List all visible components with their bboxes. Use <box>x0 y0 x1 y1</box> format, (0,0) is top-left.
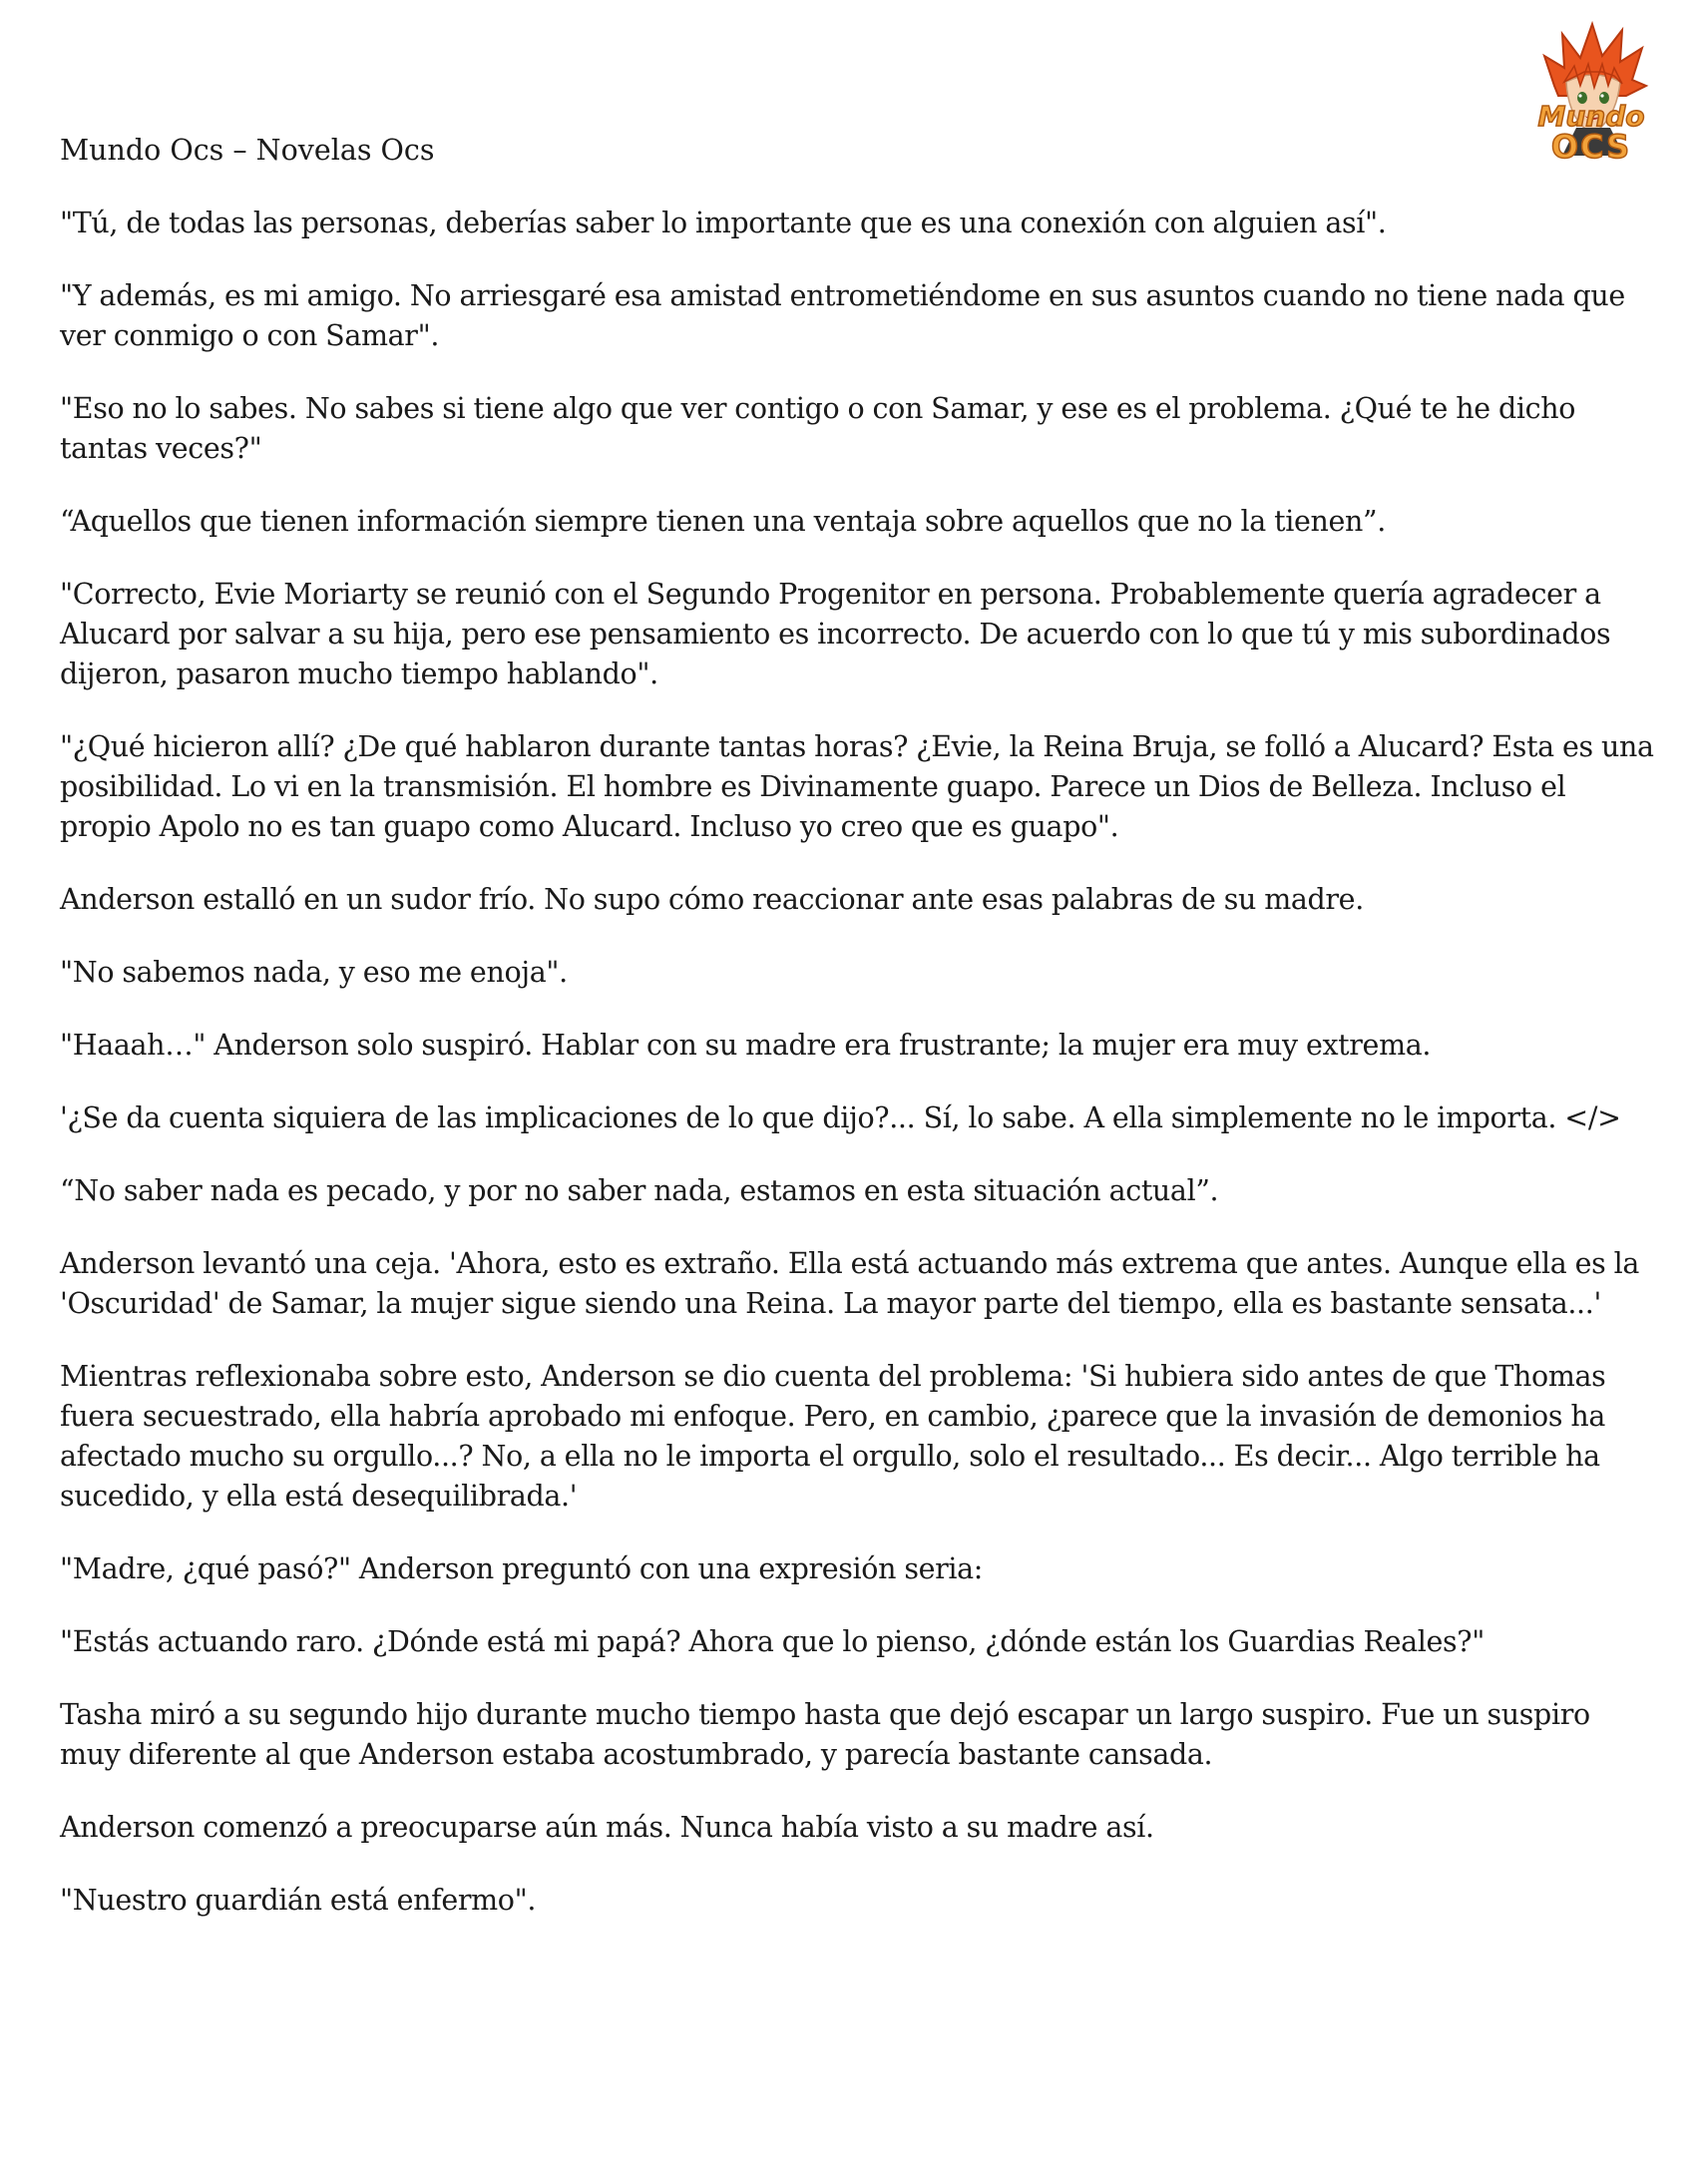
paragraph-13: Mientras reflexionaba sobre esto, Anderson se dio cuenta del problema: 'Si hubiera sido antes de que Thomas fuera secuestrado, ella habría aprobado mi enfoque. Pero, en cambio, ¿parece que la invasión de demonios ha afectado mucho su orgullo...? No, a ella no le importa el orgullo, solo el resultado... Es decir... Algo terrible ha sucedido, y ella está desequilibrada.' <box>60 1360 1606 1513</box>
paragraph-2: "Y además, es mi amigo. No arriesgaré esa amistad entrometiéndome en sus asuntos cuando no tiene nada que ver conmigo o con Samar". <box>60 279 1625 352</box>
document-body <box>60 131 1656 1954</box>
paragraph-7: Anderson estalló en un sudor frío. No supo cómo reaccionar ante esas palabras de su madre. <box>60 883 1364 916</box>
paragraph-3: "Eso no lo sabes. No sabes si tiene algo que ver contigo o con Samar, y ese es el problema. ¿Qué te he dicho tantas veces?" <box>60 392 1576 465</box>
paragraph-4: “Aquellos que tienen información siempre tienen una ventaja sobre aquellos que no la tienen”. <box>60 505 1386 538</box>
paragraph-15: "Estás actuando raro. ¿Dónde está mi papá? Ahora que lo pienso, ¿dónde están los Guardias Reales?" <box>60 1625 1484 1658</box>
paragraph-12: Anderson levantó una ceja. 'Ahora, esto es extraño. Ella está actuando más extrema que antes. Aunque ella es la 'Oscuridad' de Samar, la mujer sigue siendo una Reina. La mayor parte del tiempo, ella es bastante sensata...' <box>60 1247 1640 1320</box>
paragraph-17: Anderson comenzó a preocuparse aún más. Nunca había visto a su madre así. <box>60 1811 1154 1844</box>
paragraph-16: Tasha miró a su segundo hijo durante mucho tiempo hasta que dejó escapar un largo suspiro. Fue un suspiro muy diferente al que Anderson estaba acostumbrado, y parecía bastante cansada. <box>60 1698 1590 1771</box>
paragraph-10: '¿Se da cuenta siquiera de las implicaciones de lo que dijo?... Sí, lo sabe. A ella simplemente no le importa. </> <box>60 1101 1621 1134</box>
paragraph-11: “No saber nada es pecado, y por no saber nada, estamos en esta situación actual”. <box>60 1174 1219 1207</box>
paragraph-8: "No sabemos nada, y eso me enoja". <box>60 956 568 989</box>
paragraph-14: "Madre, ¿qué pasó?" Anderson preguntó con una expresión seria: <box>60 1552 984 1585</box>
logo-text-line1: Mundo <box>1537 100 1645 133</box>
logo-text-line2: OCS <box>1550 128 1632 166</box>
paragraph-18: "Nuestro guardián está enfermo". <box>60 1884 537 1917</box>
paragraph-1: "Tú, de todas las personas, deberías saber lo importante que es una conexión con alguien así". <box>60 207 1387 239</box>
site-title: Mundo Ocs – Novelas Ocs <box>60 134 435 167</box>
paragraph-9: "Haaah…" Anderson solo suspiró. Hablar con su madre era frustrante; la mujer era muy extrema. <box>60 1029 1432 1062</box>
paragraph-6: "¿Qué hicieron allí? ¿De qué hablaron durante tantas horas? ¿Evie, la Reina Bruja, se folló a Alucard? Esta es una posibilidad. Lo vi en la transmisión. El hombre es Divinamente guapo. Parece un Dios de Belleza. Incluso el propio Apolo no es tan guapo como Alucard. Incluso yo creo que es guapo". <box>60 730 1654 843</box>
paragraph-5: "Correcto, Evie Moriarty se reunió con el Segundo Progenitor en persona. Probablemente quería agradecer a Alucard por salvar a su hija, pero ese pensamiento es incorrecto. De acuerdo con lo que tú y mis subordinados dijeron, pasaron mucho tiempo hablando". <box>60 578 1611 690</box>
